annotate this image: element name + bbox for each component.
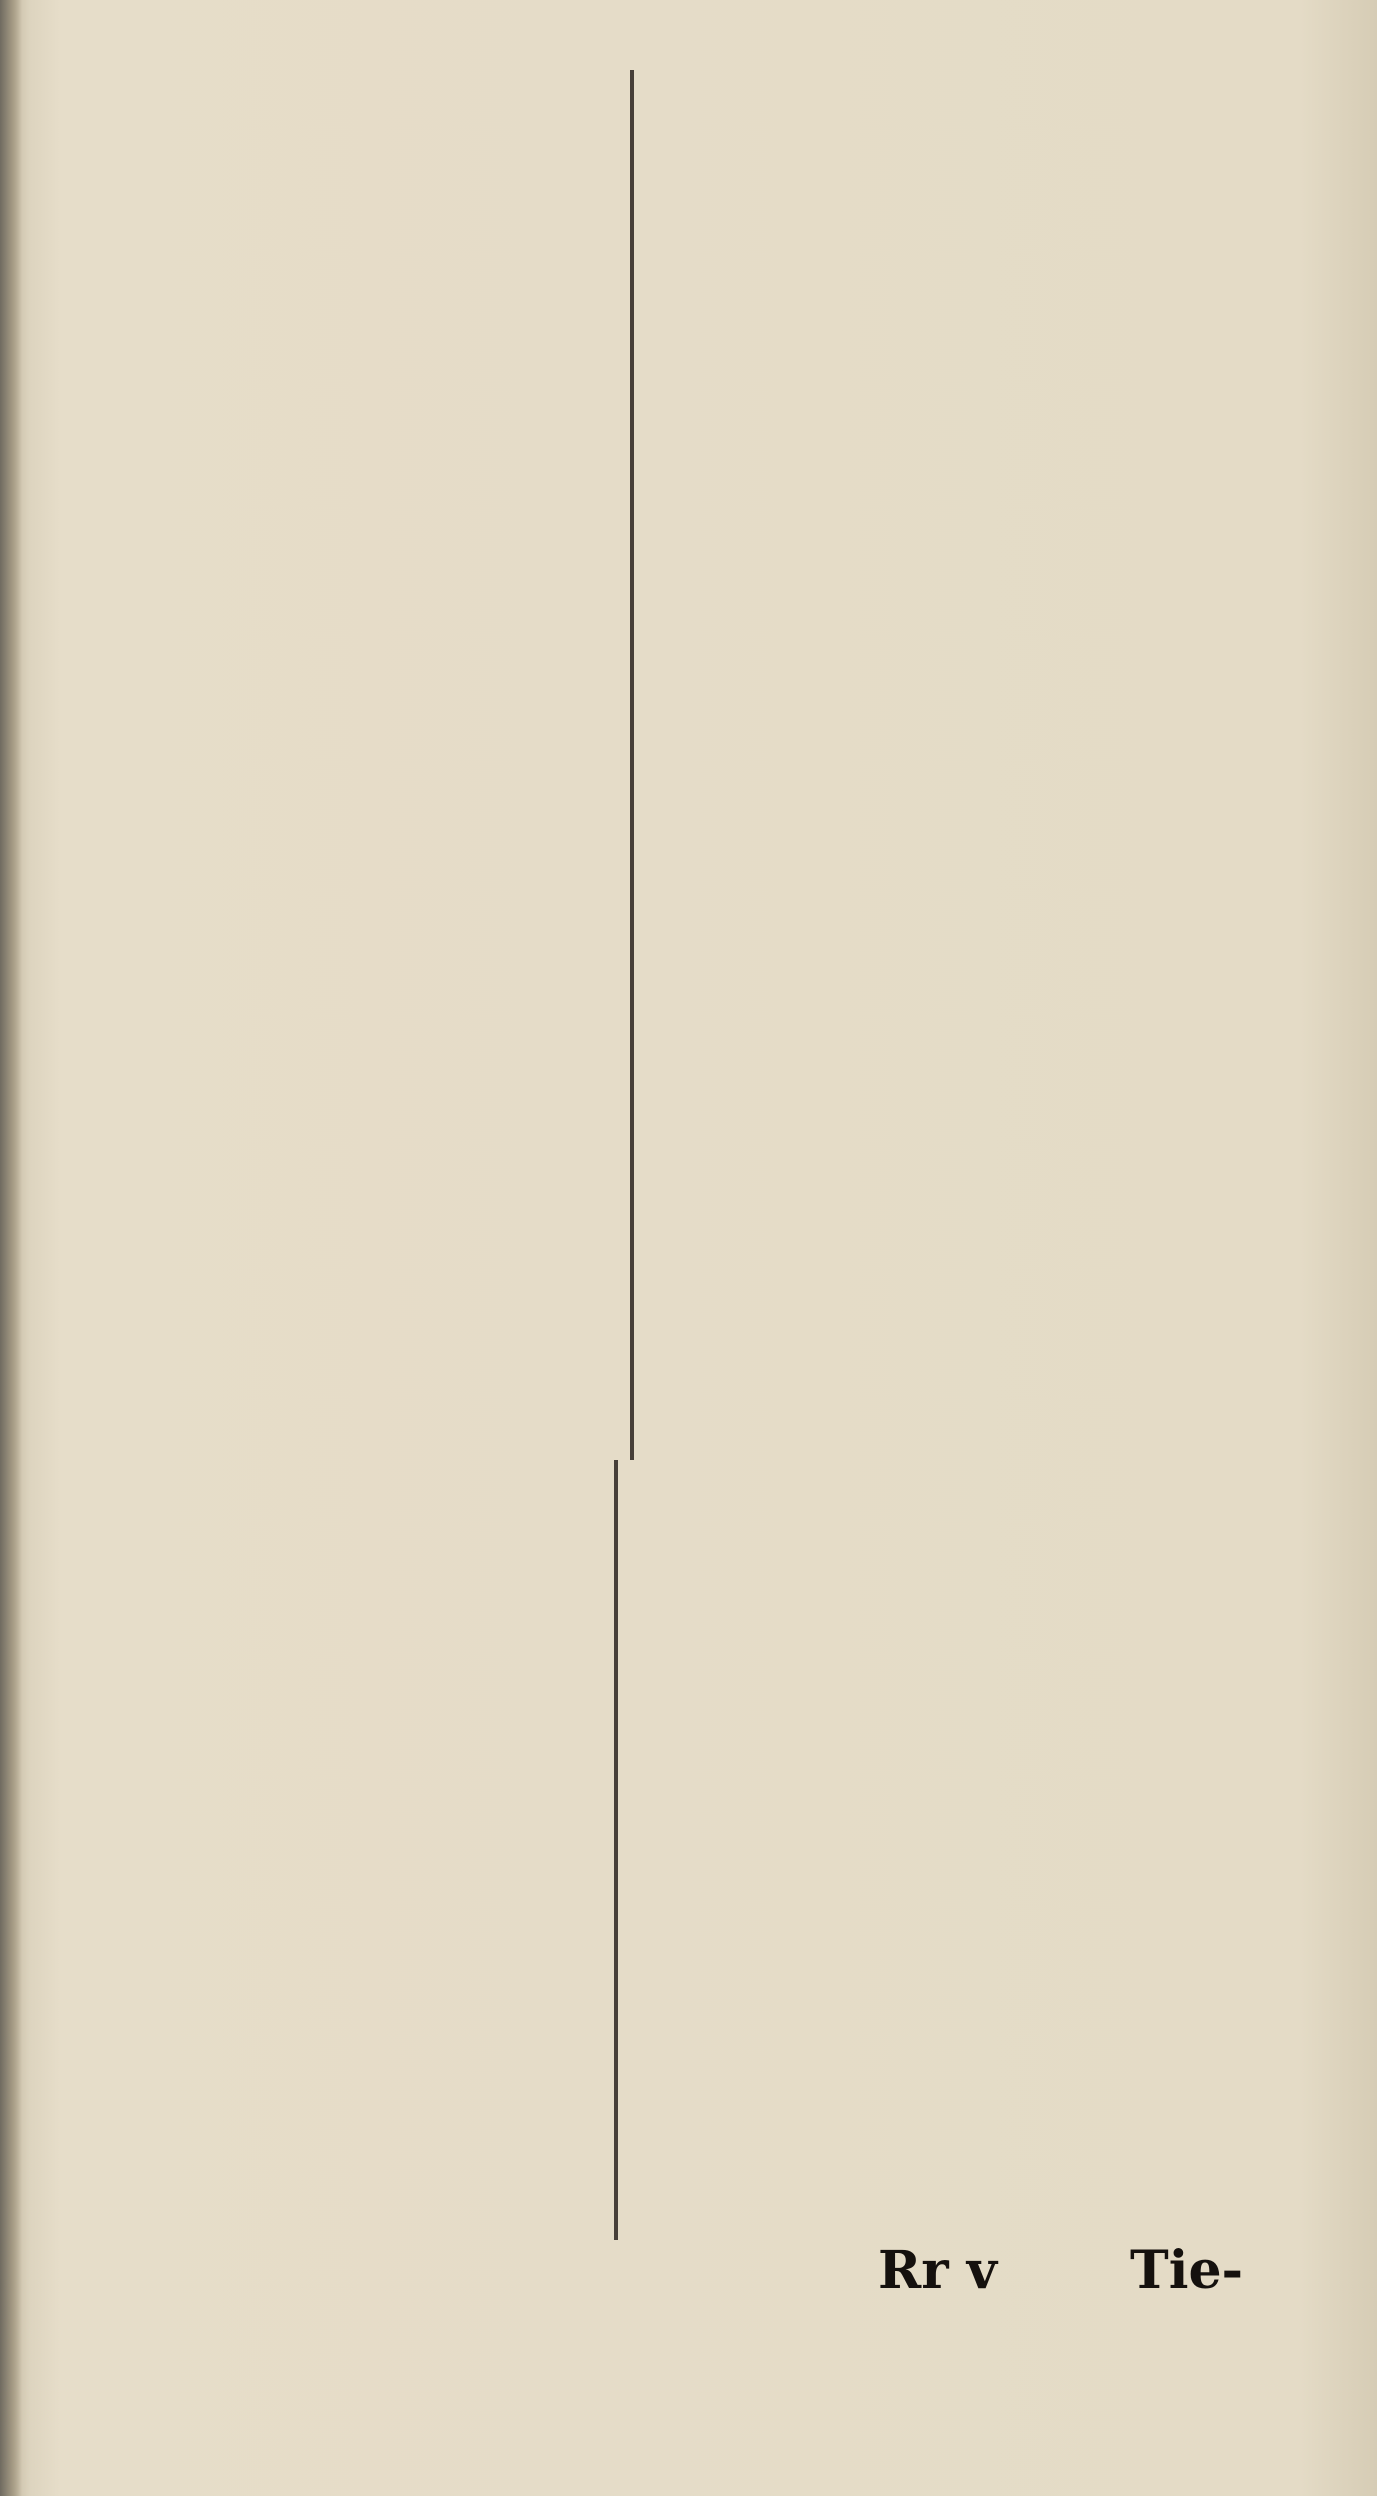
column-rule-upper [630, 70, 634, 1460]
binding-shadow [0, 0, 22, 2496]
catchword: Tie- [1130, 2240, 1244, 2301]
signature-mark: Rr v [878, 2240, 997, 2301]
column-rule-lower [614, 1460, 618, 2240]
